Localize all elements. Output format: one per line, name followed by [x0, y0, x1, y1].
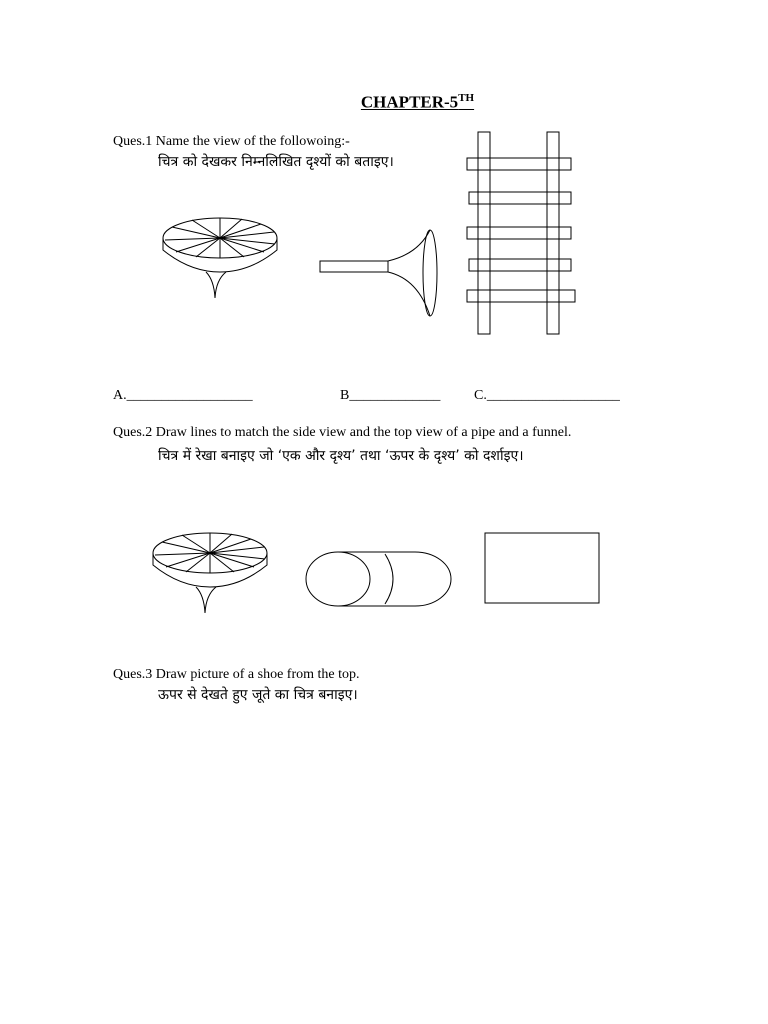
q2-figure-funnel: [150, 525, 275, 620]
q1-figure-b-funnel-side: [318, 224, 443, 324]
q1-answer-c: C.___________________: [474, 388, 620, 403]
q1-answer-a: A.__________________: [113, 388, 253, 403]
q2-figure-pipe: [305, 550, 455, 612]
q2-figure-rectangle: [484, 532, 602, 606]
q3-hindi: ऊपर से देखते हुए जूते का चित्र बनाइए।: [158, 687, 358, 703]
q2-english: Ques.2 Draw lines to match the side view and the top view of a pipe and a funnel.: [113, 425, 572, 440]
q2-hindi: चित्र में रेखा बनाइए जो ‘एक और दृश्य’ तथा ‘ऊपर के दृश्य’ को दर्शाइए।: [158, 448, 524, 464]
q3-english: Ques.3 Draw picture of a shoe from the top.: [113, 667, 360, 682]
chapter-title-superscript: TH: [458, 92, 475, 104]
q1-answer-b: B_____________: [340, 388, 441, 403]
q1-hindi: चित्र को देखकर निम्नलिखित दृश्यों को बताइए।: [158, 154, 394, 170]
chapter-title-text: CHAPTER-5: [360, 92, 459, 112]
chapter-title: [0, 92, 768, 113]
q1-english: Ques.1 Name the view of the followoing:-: [113, 134, 350, 149]
q1-figure-a-funnel: [160, 210, 285, 305]
q1-figure-c-ladder: [465, 130, 580, 335]
